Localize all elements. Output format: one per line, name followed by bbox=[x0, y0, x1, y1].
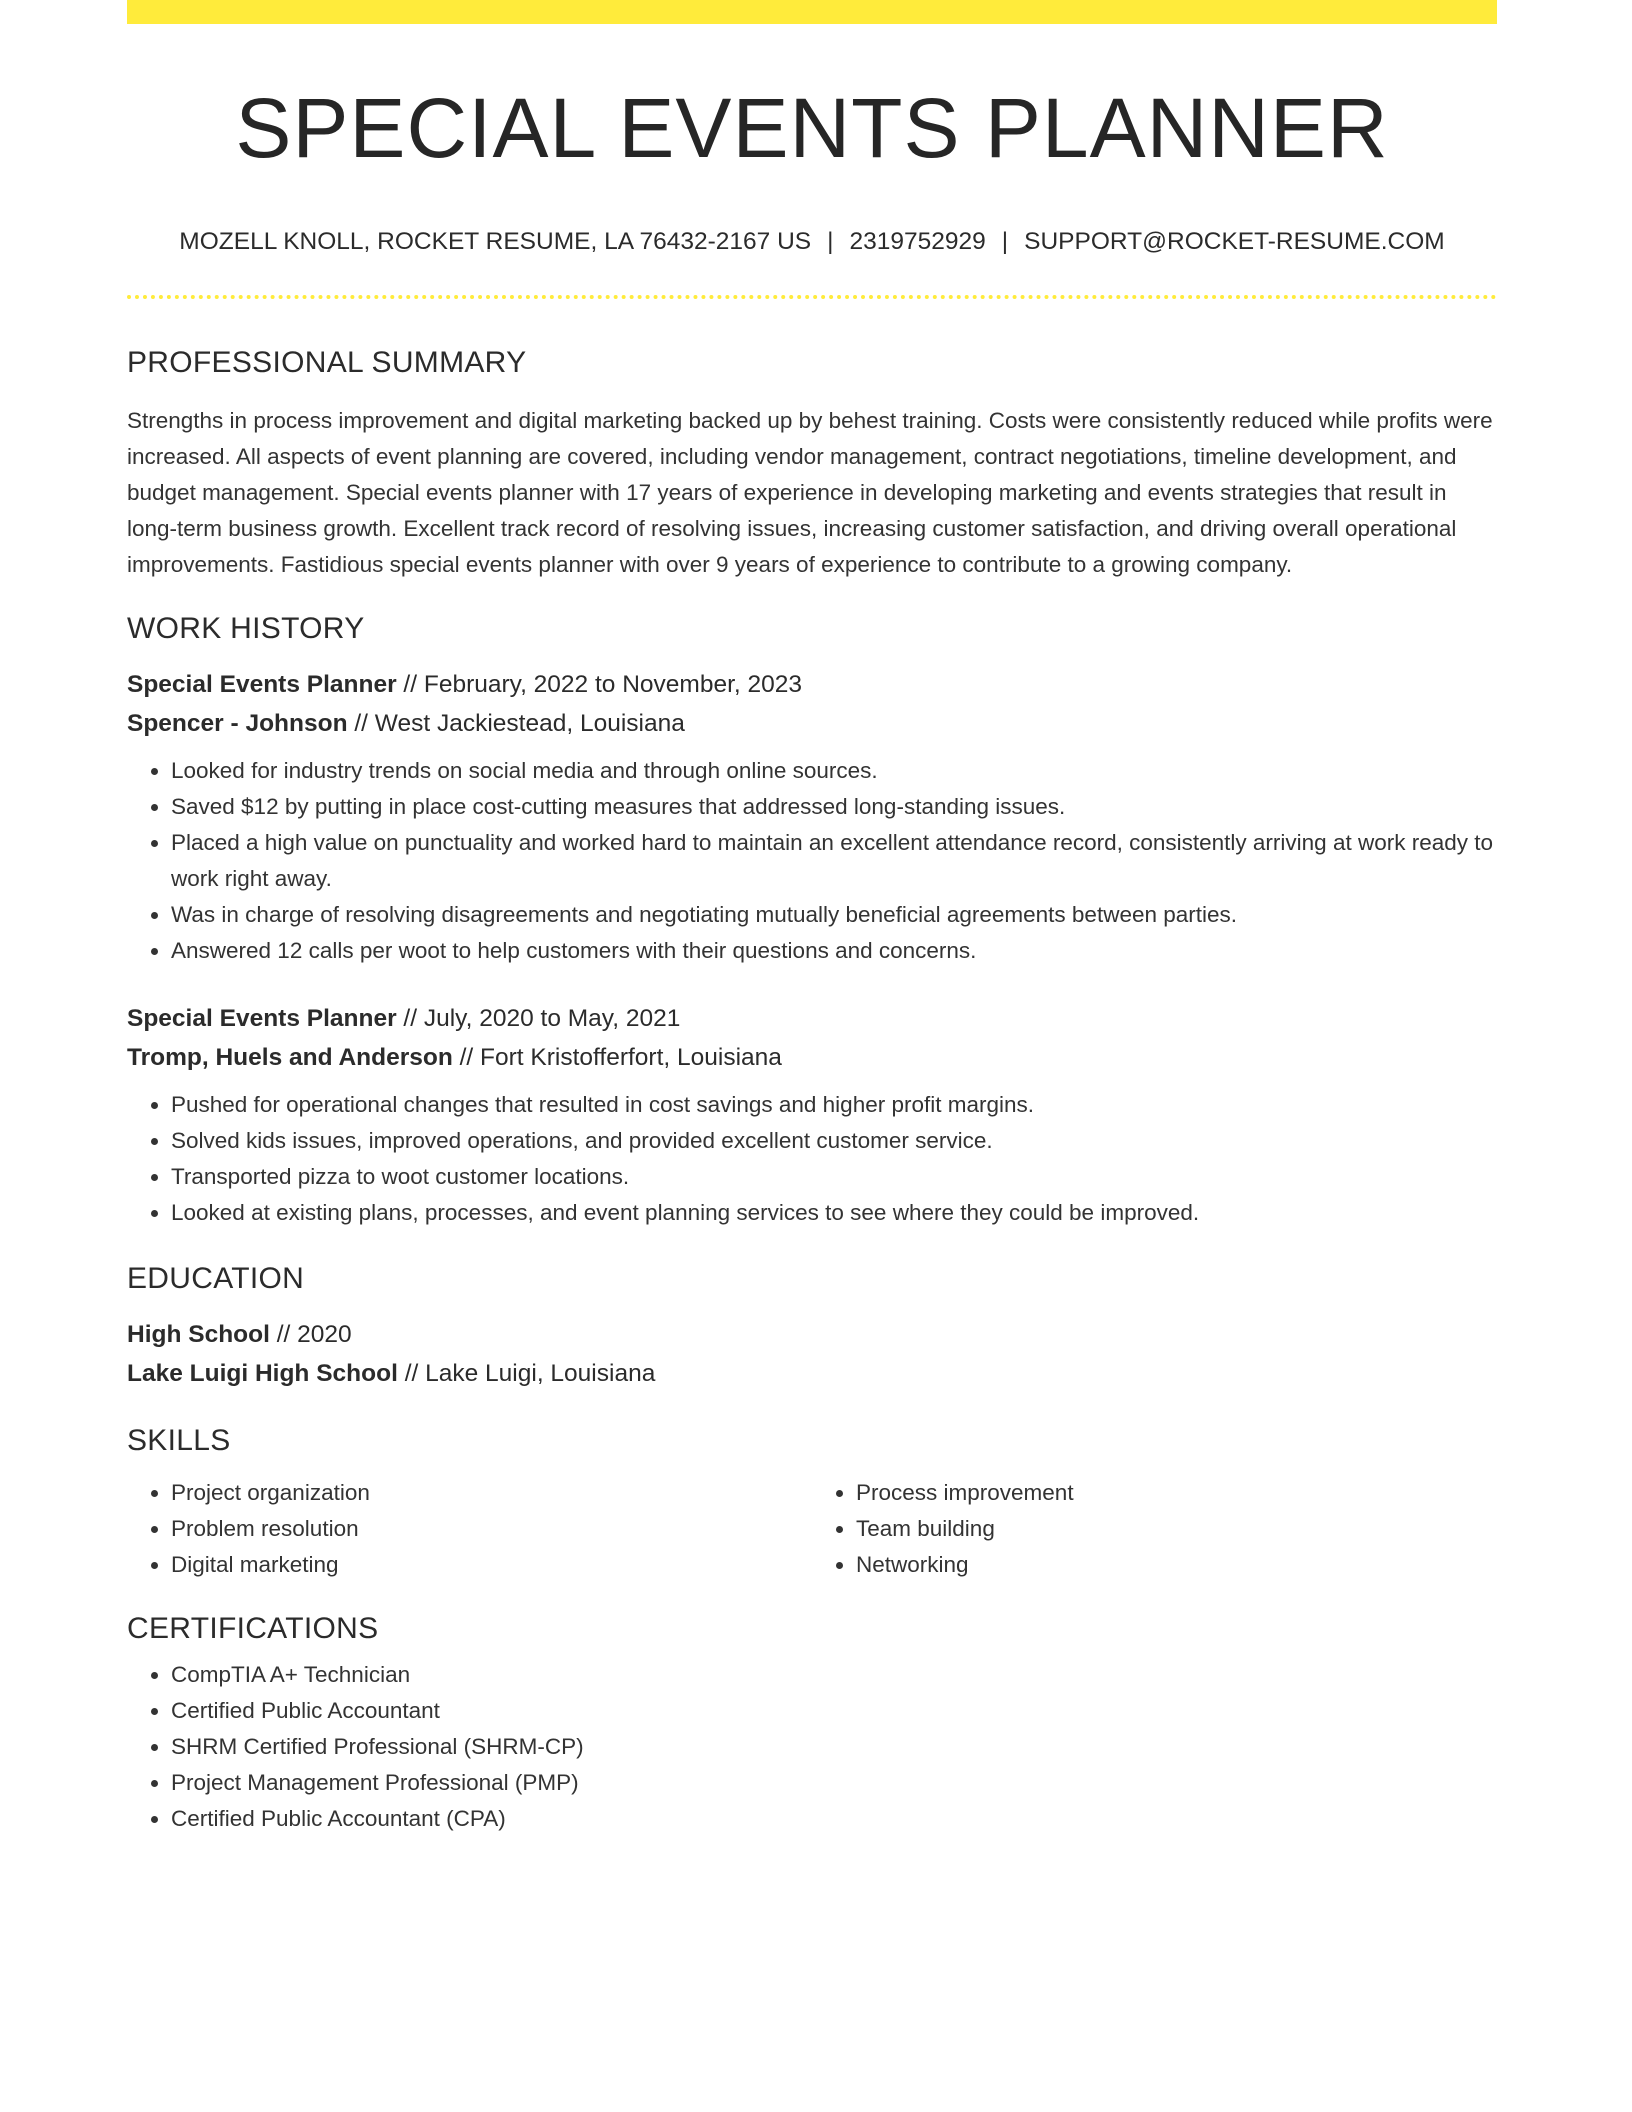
contact-address: MOZELL KNOLL, ROCKET RESUME, LA 76432-2167 US bbox=[179, 228, 812, 255]
list-item: • Digital marketing bbox=[171, 1547, 812, 1583]
contact-separator: | bbox=[1001, 228, 1009, 255]
list-item: • Pushed for operational changes that resulted in cost savings and higher profit margins. bbox=[171, 1087, 1497, 1123]
job-bullets bbox=[127, 753, 1497, 969]
job-company: Tromp, Huels and Anderson bbox=[127, 1043, 453, 1071]
job-company: Spencer - Johnson bbox=[127, 709, 348, 737]
job-location: // Fort Kristofferfort, Louisiana bbox=[452, 1043, 782, 1071]
list-item: • Problem resolution bbox=[171, 1511, 812, 1547]
job-dates: // February, 2022 to November, 2023 bbox=[396, 670, 803, 698]
skills-right-list bbox=[812, 1475, 1497, 1583]
certifications-list bbox=[127, 1657, 1497, 1837]
contact-line bbox=[127, 230, 1497, 255]
education-heading: EDUCATION bbox=[127, 1261, 305, 1295]
work-history-heading: WORK HISTORY bbox=[127, 611, 365, 645]
job-company-line bbox=[127, 704, 1497, 743]
list-item: • Answered 12 calls per woot to help customers with their questions and concerns. bbox=[171, 933, 1497, 969]
job-title-line bbox=[127, 665, 1497, 704]
education-school-line bbox=[127, 1354, 1497, 1393]
resume-title: SPECIAL EVENTS PLANNER bbox=[235, 81, 1389, 175]
list-item: • Process improvement bbox=[856, 1475, 1497, 1511]
education-year: // 2020 bbox=[269, 1320, 352, 1348]
list-item: • Certified Public Accountant bbox=[171, 1693, 1497, 1729]
education-degree: High School bbox=[127, 1320, 270, 1348]
job-title-line bbox=[127, 999, 1497, 1038]
skills-heading: SKILLS bbox=[127, 1423, 231, 1457]
contact-email: SUPPORT@ROCKET-RESUME.COM bbox=[1024, 228, 1445, 255]
education-school: Lake Luigi High School bbox=[127, 1359, 398, 1387]
education-entry bbox=[127, 1315, 1497, 1393]
dotted-divider bbox=[127, 295, 1497, 299]
job-location: // West Jackiestead, Louisiana bbox=[347, 709, 685, 737]
list-item: • Certified Public Accountant (CPA) bbox=[171, 1801, 1497, 1837]
list-item: • SHRM Certified Professional (SHRM-CP) bbox=[171, 1729, 1497, 1765]
list-item: • Saved $12 by putting in place cost-cutting measures that addressed long-standing issues. bbox=[171, 789, 1497, 825]
resume-page bbox=[127, 0, 1497, 1837]
job-entry bbox=[127, 999, 1497, 1231]
list-item: • Networking bbox=[856, 1547, 1497, 1583]
list-item: • Was in charge of resolving disagreements and negotiating mutually beneficial agreements between parties. bbox=[171, 897, 1497, 933]
contact-phone: 2319752929 bbox=[849, 228, 986, 255]
summary-heading: PROFESSIONAL SUMMARY bbox=[127, 345, 527, 379]
job-title: Special Events Planner bbox=[127, 670, 397, 698]
accent-bar bbox=[127, 0, 1497, 24]
list-item: • Looked for industry trends on social media and through online sources. bbox=[171, 753, 1497, 789]
list-item: • Looked at existing plans, processes, and event planning services to see where they could be improved. bbox=[171, 1195, 1497, 1231]
list-item: • CompTIA A+ Technician bbox=[171, 1657, 1497, 1693]
job-bullets bbox=[127, 1087, 1497, 1231]
list-item: • Placed a high value on punctuality and worked hard to maintain an excellent attendance record, consistently arriving at work ready to work right away. bbox=[171, 825, 1497, 897]
list-item: • Transported pizza to woot customer locations. bbox=[171, 1159, 1497, 1195]
summary-text: Strengths in process improvement and digital marketing backed up by behest training. Costs were consistently reduced while profits were increased. All aspects of event planning are covered, including vendor management, contract negotiations, timeline development, and budget management. Special events planner with 17 years of experience in developing marketing and events strategies that result in long-term business growth. Excellent track record of resolving issues, increasing customer satisfaction, and driving overall operational improvements. Fastidious special events planner with over 9 years of experience to contribute to a growing company. bbox=[127, 407, 1493, 577]
job-company-line bbox=[127, 1038, 1497, 1077]
skills-columns bbox=[127, 1475, 1497, 1583]
contact-separator: | bbox=[827, 228, 834, 255]
education-degree-line bbox=[127, 1315, 1497, 1354]
education-location: // Lake Luigi, Louisiana bbox=[397, 1359, 656, 1387]
job-dates: // July, 2020 to May, 2021 bbox=[396, 1004, 681, 1032]
skills-left-list bbox=[127, 1475, 812, 1583]
certifications-heading: CERTIFICATIONS bbox=[127, 1611, 379, 1645]
list-item: • Project Management Professional (PMP) bbox=[171, 1765, 1497, 1801]
job-title: Special Events Planner bbox=[127, 1004, 397, 1032]
list-item: • Solved kids issues, improved operations, and provided excellent customer service. bbox=[171, 1123, 1497, 1159]
job-entry bbox=[127, 665, 1497, 969]
list-item: • Team building bbox=[856, 1511, 1497, 1547]
list-item: • Project organization bbox=[171, 1475, 812, 1511]
